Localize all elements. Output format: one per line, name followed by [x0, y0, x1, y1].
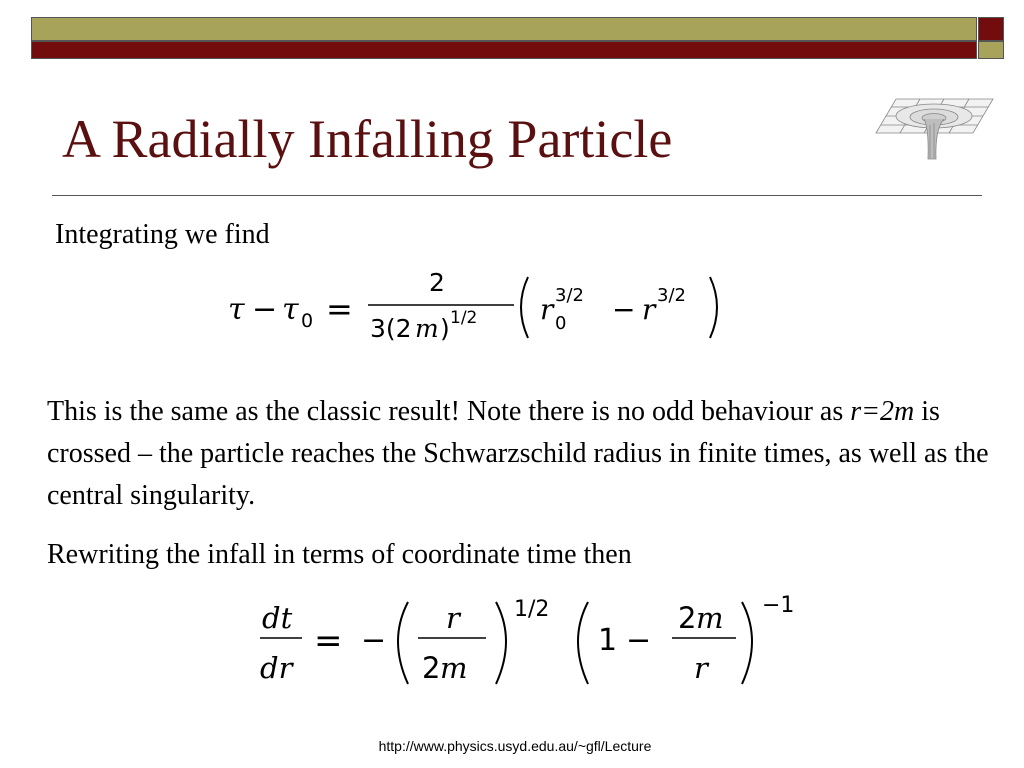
title-divider — [52, 195, 982, 196]
svg-text:=: = — [314, 621, 343, 661]
svg-text:1: 1 — [598, 623, 618, 658]
svg-text:m: m — [440, 651, 468, 685]
header-band-olive — [31, 17, 977, 41]
slide-title: A Radially Infalling Particle — [62, 109, 673, 169]
header-corner-maroon — [978, 17, 1004, 41]
svg-text:m: m — [415, 314, 439, 343]
svg-text:m: m — [696, 601, 724, 635]
svg-text:r: r — [694, 651, 708, 685]
svg-text:0: 0 — [301, 310, 314, 332]
svg-text:−: − — [361, 623, 387, 658]
svg-text:2: 2 — [429, 268, 445, 297]
header-corner-olive — [978, 41, 1004, 59]
svg-text:r: r — [446, 601, 460, 635]
curved-spacetime-funnel-icon — [872, 95, 997, 172]
svg-text:−: − — [626, 623, 652, 658]
svg-text:3(2: 3(2 — [370, 314, 412, 343]
intro-text: Integrating we find — [55, 219, 270, 250]
svg-text:r: r — [540, 293, 554, 326]
svg-text:τ: τ — [228, 292, 245, 327]
svg-text:−: − — [252, 292, 278, 327]
svg-text:dt: dt — [262, 601, 293, 635]
footer-url[interactable]: http://www.physics.usyd.edu.au/~gfl/Lecture — [378, 738, 652, 754]
paragraph-before: This is the same as the classic result! Note there is no odd behaviour as — [47, 396, 851, 427]
equation-proper-time — [228, 265, 738, 351]
svg-text:3/2: 3/2 — [657, 285, 686, 306]
svg-text:−1: −1 — [762, 593, 795, 618]
header-band-maroon — [31, 41, 977, 59]
svg-text:=: = — [326, 290, 353, 328]
svg-text:2: 2 — [422, 651, 441, 685]
explanation-paragraph — [47, 391, 997, 517]
equation-coordinate-time — [258, 590, 818, 694]
paragraph-after: is crossed – the particle reaches the Schwarzschild radius in finite times, as well as the central singularity. — [47, 396, 989, 511]
svg-text:1/2: 1/2 — [450, 308, 478, 328]
svg-text:dr: dr — [260, 651, 293, 685]
svg-text:−: − — [612, 293, 636, 326]
svg-text:τ: τ — [282, 292, 299, 327]
svg-text:0: 0 — [555, 313, 567, 334]
paragraph-italic: r=2m — [850, 396, 915, 427]
svg-text:): ) — [440, 314, 450, 343]
svg-text:r: r — [642, 293, 656, 326]
svg-text:1/2: 1/2 — [514, 597, 550, 622]
svg-text:2: 2 — [678, 601, 697, 635]
svg-text:3/2: 3/2 — [555, 285, 584, 306]
rewrite-text: Rewriting the infall in terms of coordinate time then — [47, 539, 632, 570]
